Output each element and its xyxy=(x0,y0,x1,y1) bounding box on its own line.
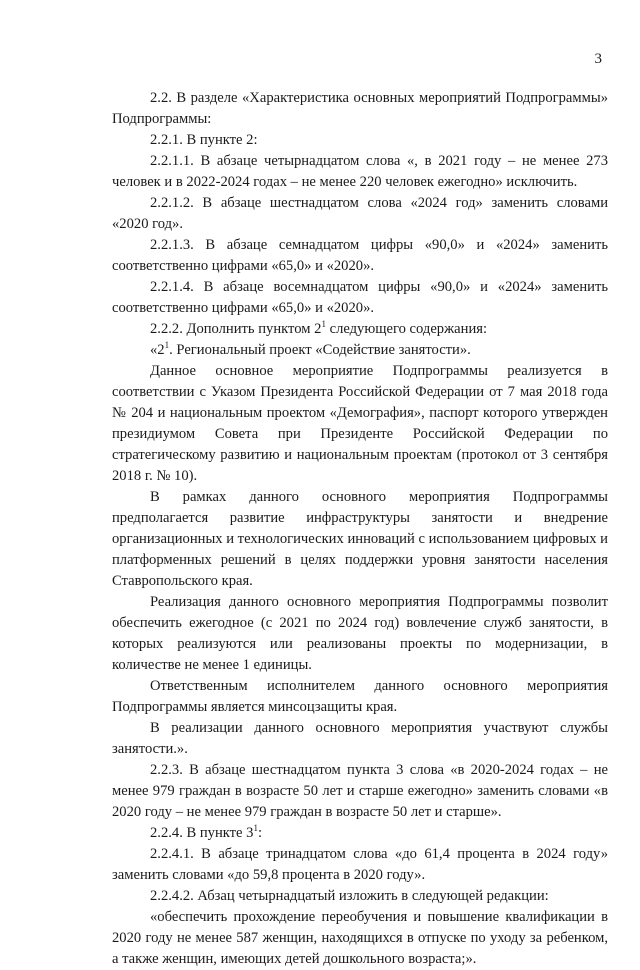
paragraph-infrastructure: В рамках данного основного мероприятия Подпрограммы предполагается развитие инфраструктуры занятости и внедрение организационных и технологических инноваций с использованием цифровых и платформенных решений в целях поддержки уровня занятости населения Ставропольского края. xyxy=(112,489,608,589)
document-body xyxy=(112,88,608,970)
paragraph-2-2-4-text: 2.2.4. В пункте 3 xyxy=(150,825,254,841)
paragraph-2-2-3: 2.2.3. В абзаце шестнадцатом пункта 3 слова «в 2020-2024 годах – не менее 979 граждан в возрасте 50 лет и старше ежегодно» заменить словами «в 2020 году – не менее 979 граждан в возрасте 50 лет и старше». xyxy=(112,762,608,820)
paragraph-2-2-2-tail: следующего содержания: xyxy=(325,321,488,337)
paragraph-2-2-1-4: 2.2.1.4. В абзаце восемнадцатом цифры «90,0» и «2024» заменить соответственно цифрами «65,0» и «2020». xyxy=(112,279,608,316)
paragraph-2-2-1-3: 2.2.1.3. В абзаце семнадцатом цифры «90,0» и «2024» заменить соответственно цифрами «65,0» и «2020». xyxy=(112,237,608,274)
paragraph-participants: В реализации данного основного мероприятия участвуют службы занятости.». xyxy=(112,720,608,757)
superscript: 1 xyxy=(321,319,326,330)
page-number: 3 xyxy=(594,51,602,67)
paragraph-2-2-1-1: 2.2.1.1. В абзаце четырнадцатом слова «, в 2021 году – не менее 273 человек и в 2022-2024 годах – не менее 220 человек ежегодно» исключить. xyxy=(112,153,608,190)
paragraph-2-2-1-2: 2.2.1.2. В абзаце шестнадцатом слова «2024 год» заменить словами «2020 год». xyxy=(112,195,608,232)
regional-project-heading xyxy=(112,340,608,361)
paragraph-2-2-4 xyxy=(112,823,608,844)
paragraph-2-2-4-1: 2.2.4.1. В абзаце тринадцатом слова «до 61,4 процента в 2024 году» заменить словами «до 59,8 процента в 2020 году». xyxy=(112,846,608,883)
paragraph-2-2-1: 2.2.1. В пункте 2: xyxy=(150,132,258,148)
regional-project-heading-tail: . Региональный проект «Содействие занятости». xyxy=(169,342,471,358)
paragraph-new-wording: «обеспечить прохождение переобучения и повышение квалификации в 2020 году не менее 587 женщин, находящихся в отпуске по уходу за ребенком, а также женщин, имеющих детей дошкольного возраста;». xyxy=(112,909,608,967)
paragraph-2-2-4-tail: : xyxy=(257,825,263,841)
paragraph-2-2-4-2: 2.2.4.2. Абзац четырнадцатый изложить в следующей редакции: xyxy=(150,888,549,904)
regional-project-heading-text: «2 xyxy=(150,342,165,358)
superscript: 1 xyxy=(253,823,258,834)
paragraph-realization: Реализация данного основного мероприятия Подпрограммы позволит обеспечить ежегодное (с 2021 по 2024 год) вовлечение служб занятости, в которых реализуются или реализованы проекты по модернизации, в количестве не менее 1 единицы. xyxy=(112,594,608,673)
paragraph-2-2-2-text: 2.2.2. Дополнить пунктом 2 xyxy=(150,321,322,337)
paragraph-implementation-basis: Данное основное мероприятие Подпрограммы реализуется в соответствии с Указом Президента Российской Федерации от 7 мая 2018 года № 204 и национальным проектом «Демография», паспорт которого утвержден президиумом Совета при Президенте Российской Федерации по стратегическому развитию и национальным проектам (протокол от 3 сентября 2018 г. № 10). xyxy=(112,363,608,484)
paragraph-2-2-2 xyxy=(112,319,608,340)
paragraph-2-2: 2.2. В разделе «Характеристика основных мероприятий Подпрограммы» Подпрограммы: xyxy=(112,90,608,127)
superscript: 1 xyxy=(164,340,170,351)
paragraph-responsible: Ответственным исполнителем данного основного мероприятия Подпрограммы является минсоцзащиты края. xyxy=(112,678,608,715)
